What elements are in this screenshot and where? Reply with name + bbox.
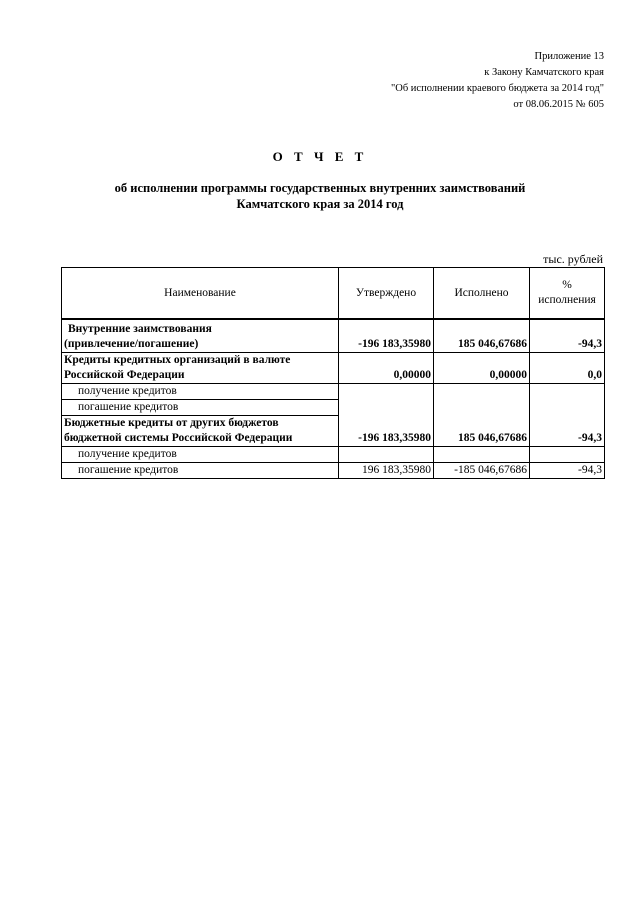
row-name-line2: бюджетной системы Российской Федерации <box>64 432 293 444</box>
table-row-credit-org-loans <box>62 353 605 384</box>
row-executed: 185 046,67686 <box>434 416 530 447</box>
row-approved <box>339 400 434 416</box>
table-row-budget-credits <box>62 416 605 447</box>
column-header-executed: Исполнено <box>434 268 530 320</box>
subtitle-line2: Камчатского края за 2014 год <box>236 197 404 211</box>
row-approved: -196 183,35980 <box>339 319 434 353</box>
row-name: погашение кредитов <box>62 400 339 416</box>
row-name <box>62 319 339 353</box>
row-percent: 0,0 <box>530 353 605 384</box>
row-percent: -94,3 <box>530 463 605 479</box>
row-executed: 0,00000 <box>434 353 530 384</box>
row-name-line2: Российской Федерации <box>64 369 185 381</box>
percent-caption: исполнения <box>538 294 596 306</box>
row-percent <box>530 447 605 463</box>
appendix-header <box>391 49 604 113</box>
row-approved: 0,00000 <box>339 353 434 384</box>
column-header-approved: Утверждено <box>339 268 434 320</box>
row-executed <box>434 447 530 463</box>
row-name-line1: Бюджетные кредиты от других бюджетов <box>64 417 279 429</box>
column-header-name: Наименование <box>62 268 339 320</box>
row-approved: -196 183,35980 <box>339 416 434 447</box>
row-executed <box>434 400 530 416</box>
row-percent <box>530 400 605 416</box>
row-name-line1: Кредиты кредитных организаций в валюте <box>64 354 291 366</box>
table-row-internal-borrowings <box>62 319 605 353</box>
row-name <box>62 353 339 384</box>
row-name-line1: Внутренние заимствования <box>68 323 212 335</box>
borrowing-report-table <box>61 267 605 479</box>
row-percent: -94,3 <box>530 416 605 447</box>
table-row-credit-org-receipt <box>62 384 605 400</box>
report-title: О Т Ч Е Т <box>272 149 368 164</box>
units-label: тыс. рублей <box>543 252 603 266</box>
row-name: погашение кредитов <box>62 463 339 479</box>
row-approved <box>339 447 434 463</box>
row-name <box>62 416 339 447</box>
appendix-number: Приложение 13 <box>534 51 604 62</box>
law-title: "Об исполнении краевого бюджета за 2014 год" <box>390 83 604 94</box>
row-percent <box>530 384 605 400</box>
row-percent: -94,3 <box>530 319 605 353</box>
row-approved <box>339 384 434 400</box>
row-name-line2: (привлечение/погашение) <box>64 338 199 350</box>
row-name: получение кредитов <box>62 384 339 400</box>
column-header-percent <box>530 268 605 320</box>
row-executed: 185 046,67686 <box>434 319 530 353</box>
subtitle-line1: об исполнении программы государственных внутренних заимствований <box>114 181 526 195</box>
report-subtitle <box>0 180 640 212</box>
table-row-budget-credits-repayment <box>62 463 605 479</box>
law-date: от 08.06.2015 № 605 <box>513 99 604 110</box>
row-executed <box>434 384 530 400</box>
table-row-budget-credits-receipt <box>62 447 605 463</box>
row-name: получение кредитов <box>62 447 339 463</box>
table-row-credit-org-repayment <box>62 400 605 416</box>
row-approved: 196 183,35980 <box>339 463 434 479</box>
percent-sign: % <box>562 279 572 291</box>
table-header-row <box>62 268 605 320</box>
row-executed: -185 046,67686 <box>434 463 530 479</box>
law-reference: к Закону Камчатского края <box>484 67 604 78</box>
